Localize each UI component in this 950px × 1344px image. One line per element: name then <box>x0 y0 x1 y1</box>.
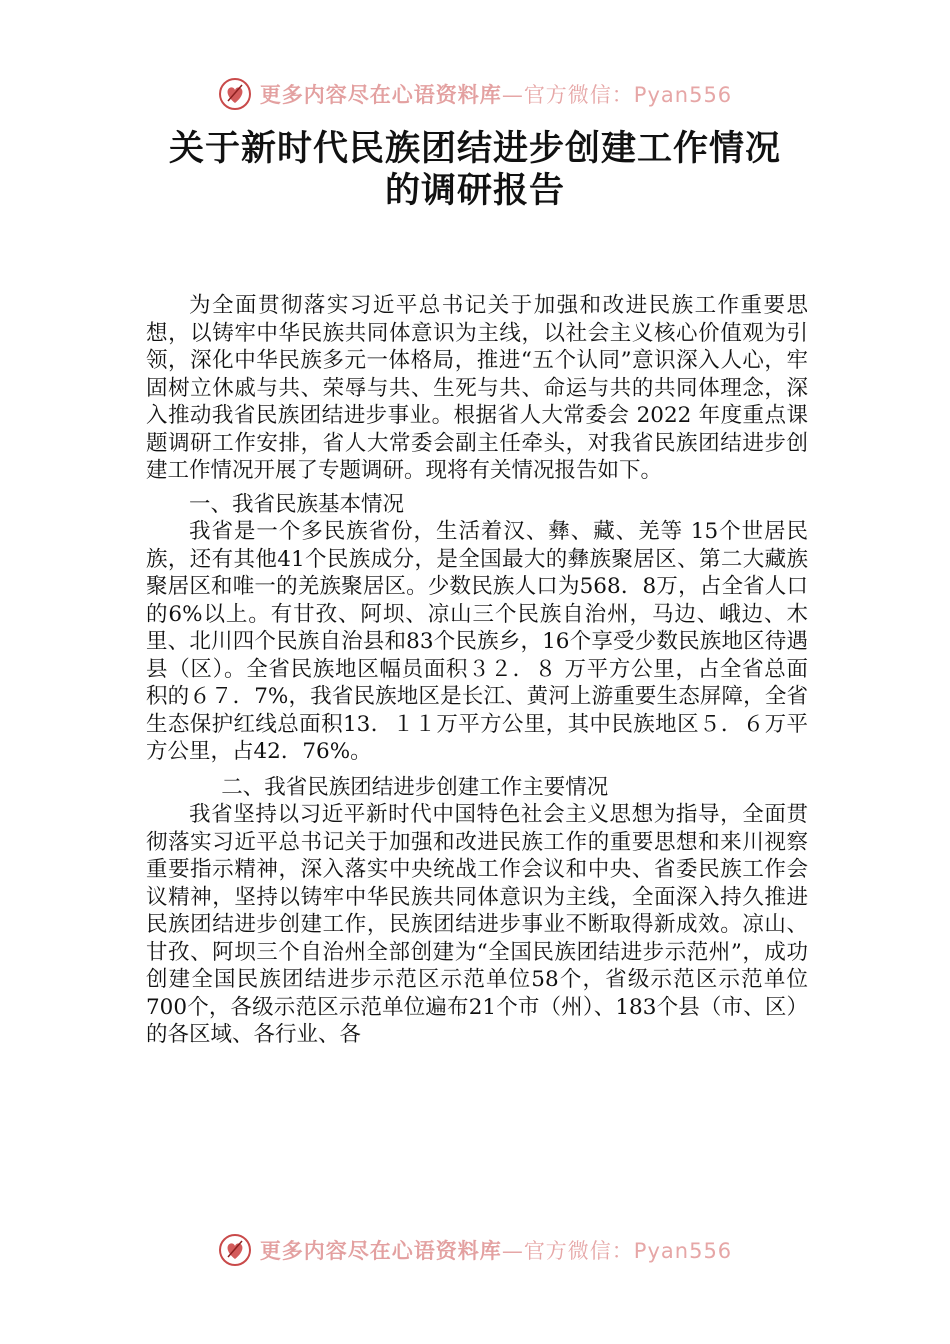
watermark-suffix: —官方微信：Pyan556 <box>501 1239 733 1263</box>
watermark-footer <box>0 1228 950 1272</box>
watermark-brand: 更多内容尽在心语资料库 <box>259 83 502 107</box>
section-1-heading: 一、我省民族基本情况 <box>189 491 405 517</box>
watermark-suffix: —官方微信：Pyan556 <box>501 83 733 107</box>
title-line-2: 的调研报告 <box>384 170 565 211</box>
section-1-paragraph: 我省是一个多民族省份，生活着汉、彝、藏、羌等 15个世居民族，还有其他41个民族成分，是全国最大的彝族聚居区、第二大藏族聚居区和唯一的羌族聚居区。少数民族人口为568．8万，占全省人口的6%以上。有甘孜、阿坝、凉山三个民族自治州，马边、峨边、木里、北川四个民族自治县和83个民族乡，16个享受少数民族地区待遇县（区）。全省民族地区幅员面积３２．８ 万平方公里，占全省总面积的６７．7%，我省民族地区是长江、黄河上游重要生态屏障，全省生态保护红线总面积13．１１万平方公里，其中民族地区５．６万平方公里，占42．76%。 <box>146 519 808 764</box>
heart-icon <box>218 1233 252 1267</box>
section-2-heading: 二、我省民族团结进步创建工作主要情况 <box>221 774 609 800</box>
watermark-text <box>260 79 732 109</box>
section-2-paragraph: 我省坚持以习近平新时代中国特色社会主义思想为指导，全面贯彻落实习近平总书记关于加强和改进民族工作的重要思想和来川视察重要指示精神，深入落实中央统战工作会议和中央、省委民族工作会议精神，坚持以铸牢中华民族共同体意识为主线，全面深入持久推进民族团结进步创建工作，民族团结进步事业不断取得新成效。凉山、甘孜、阿坝三个自治州全部创建为“全国民族团结进步示范州”，成功创建全国民族团结进步示范区示范单位58个，省级示范区示范单位700个，各级示范区示范单位遍布21个市（州）、183个县（市、区）的各区域、各行业、各 <box>146 802 808 1047</box>
heart-icon <box>218 77 252 111</box>
watermark-text <box>260 1235 732 1265</box>
title-line-1: 关于新时代民族团结进步创建工作情况 <box>168 128 781 169</box>
intro-paragraph: 为全面贯彻落实习近平总书记关于加强和改进民族工作重要思想，以铸牢中华民族共同体意识为主线，以社会主义核心价值观为引领，深化中华民族多元一体格局，推进“五个认同”意识深入人心，牢固树立休戚与共、荣辱与共、生死与共、命运与共的共同体理念，深入推动我省民族团结进步事业。根据省人大常委会 2022 年度重点课题调研工作安排，省人大常委会副主任牵头，对我省民族团结进步创建工作情况开展了专题调研。现将有关情况报告如下。 <box>146 293 808 483</box>
document-body <box>146 292 808 1049</box>
watermark-header <box>0 72 950 116</box>
document-title <box>100 128 850 212</box>
watermark-brand: 更多内容尽在心语资料库 <box>259 1239 502 1263</box>
